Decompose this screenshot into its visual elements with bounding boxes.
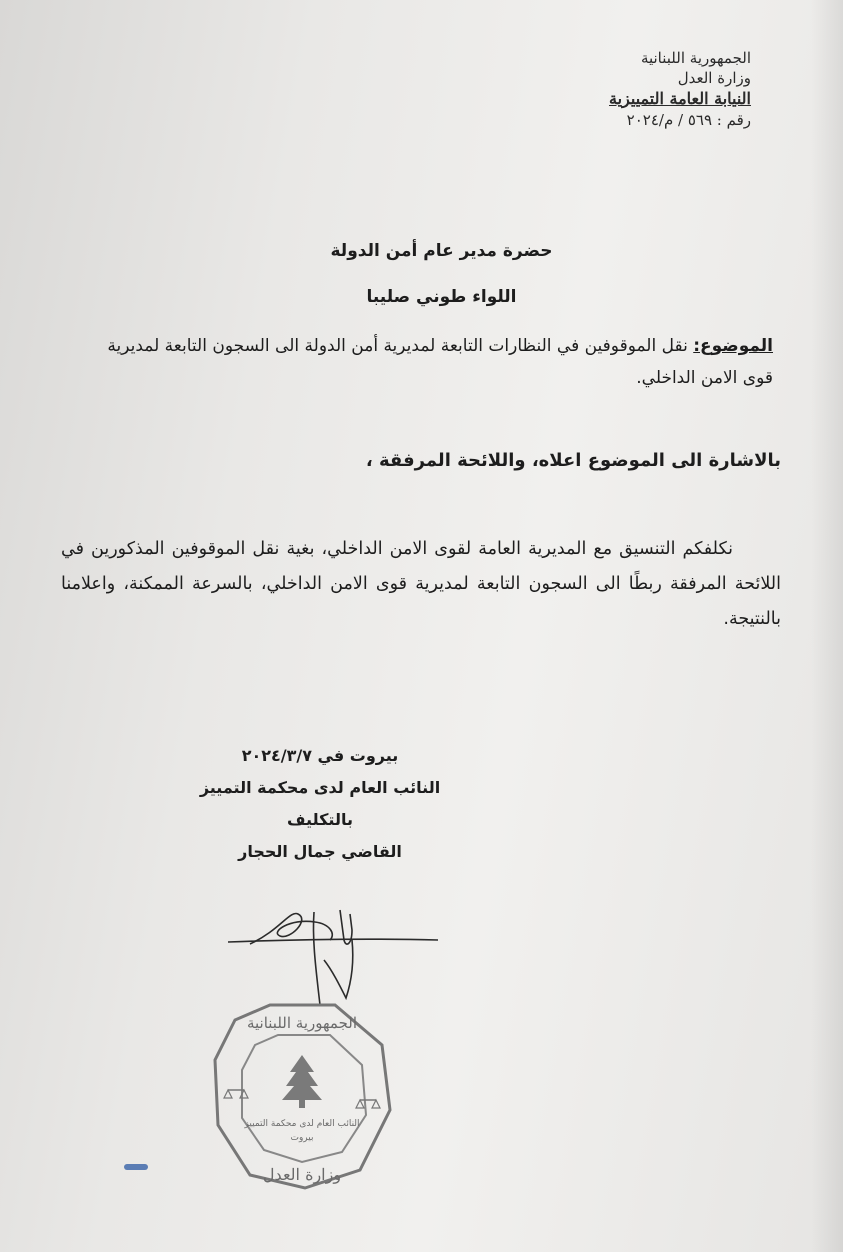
seal-inner-line1: النائب العام لدى محكمة التمييز	[244, 1119, 360, 1129]
seal-ring-top: الجمهورية اللبنانية	[246, 1014, 358, 1032]
reference-line: بالاشارة الى الموضوع اعلاه، واللائحة المرفقة ،	[365, 450, 781, 471]
letterhead-ministry: وزارة العدل	[677, 69, 751, 87]
signatory-name: القاضي جمال الحجار	[238, 842, 402, 861]
body-paragraph	[61, 532, 781, 637]
page-edge-shadow	[811, 0, 843, 1252]
handwritten-signature	[220, 900, 450, 1010]
blue-ink-mark	[124, 1164, 148, 1170]
addressee-name: اللواء طوني صليبا	[366, 287, 517, 307]
mandate: بالتكليف	[287, 810, 353, 829]
reference-number: رقم : ٥٦٩ / م/٢٠٢٤	[626, 111, 751, 129]
seal-ring-bottom: وزارة العدل	[262, 1165, 342, 1184]
signatory-role: النائب العام لدى محكمة التمييز	[199, 778, 441, 797]
addressee-title: حضرة مدير عام أمن الدولة	[330, 241, 553, 261]
letterhead-republic: الجمهورية اللبنانية	[640, 49, 751, 67]
body-text: نكلفكم التنسيق مع المديرية العامة لقوى الامن الداخلي، بغية نقل الموقوفين المذكورين في اللائحة المرفقة ربطًا الى السجون التابعة لمديرية قوى الامن الداخلي، بالسرعة الممكنة، واعلامنا بالنتيجة.	[61, 539, 781, 629]
cedar-icon	[282, 1055, 322, 1108]
subject	[73, 330, 773, 394]
addressee	[0, 228, 843, 320]
official-seal	[210, 1000, 395, 1190]
letterhead	[491, 48, 751, 130]
letterhead-office: النيابة العامة التمييزية	[609, 89, 751, 108]
subject-label: الموضوع:	[693, 336, 773, 356]
signature-block	[190, 740, 450, 868]
place-date: بيروت في ٢٠٢٤/٣/٧	[241, 746, 399, 765]
subject-text: نقل الموقوفين في النظارات التابعة لمديرية أمن الدولة الى السجون التابعة لمديرية قوى الامن الداخلي.	[107, 336, 773, 388]
seal-inner-line2: بيروت	[290, 1133, 314, 1143]
